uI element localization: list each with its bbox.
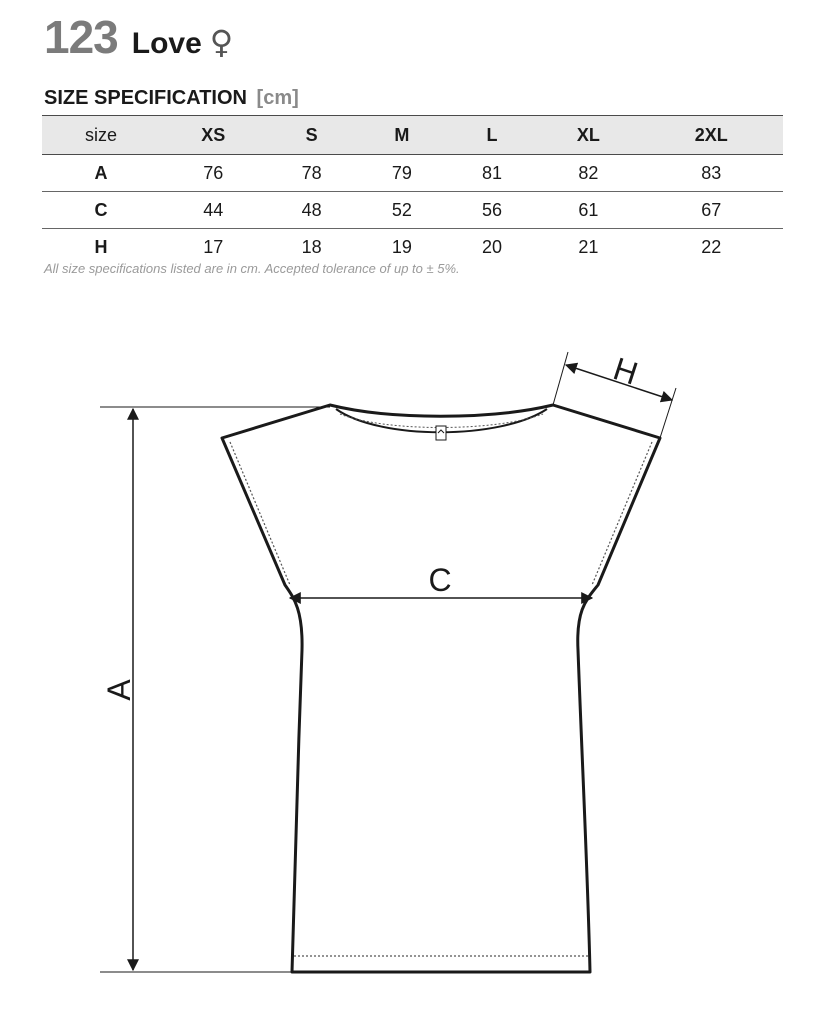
- dimension-label-a: A: [101, 679, 137, 701]
- h-extension-right: [660, 388, 676, 438]
- product-code: 123: [44, 11, 118, 63]
- size-col-xs: XS: [160, 116, 267, 155]
- table-cell: 17: [203, 236, 224, 257]
- table-cell: 83: [640, 155, 783, 192]
- table-cell: 81: [447, 155, 537, 192]
- tolerance-note: All size specifications listed are in cm. Accepted tolerance of up to ± 5%.: [44, 261, 460, 276]
- table-cell: 18: [301, 236, 322, 257]
- table-cell: 56: [447, 192, 537, 229]
- table-cell: 22: [701, 236, 722, 257]
- table-cell: 78: [267, 155, 357, 192]
- size-col-l: L: [447, 116, 537, 155]
- row-label: A: [42, 155, 160, 192]
- size-col-2xl: 2XL: [640, 116, 783, 155]
- size-header-label: size: [42, 116, 160, 155]
- spec-title-text: SIZE SPECIFICATION: [44, 87, 247, 109]
- dimension-label-h: H: [609, 350, 643, 392]
- table-cell: 21: [578, 236, 599, 257]
- table-cell: 79: [357, 155, 447, 192]
- table-cell: 44: [160, 192, 267, 229]
- table-cell: 52: [357, 192, 447, 229]
- size-col-m: M: [357, 116, 447, 155]
- table-cell: 67: [640, 192, 783, 229]
- row-label: C: [42, 192, 160, 229]
- spec-unit: [cm]: [256, 87, 299, 109]
- table-cell: 19: [391, 236, 412, 257]
- size-col-xl: XL: [537, 116, 639, 155]
- table-cell: 20: [482, 236, 503, 257]
- female-symbol-icon: ♀: [209, 23, 234, 61]
- table-cell: 82: [537, 155, 639, 192]
- table-cell: 61: [537, 192, 639, 229]
- size-col-s: S: [267, 116, 357, 155]
- product-name: Love: [131, 27, 202, 60]
- h-extension-left: [553, 352, 568, 405]
- row-label: H: [94, 236, 108, 257]
- dimension-label-c: C: [428, 562, 452, 598]
- table-cell: 48: [267, 192, 357, 229]
- brand-label-icon: [436, 426, 446, 440]
- table-cell: 76: [160, 155, 267, 192]
- tshirt-outline: [222, 405, 660, 972]
